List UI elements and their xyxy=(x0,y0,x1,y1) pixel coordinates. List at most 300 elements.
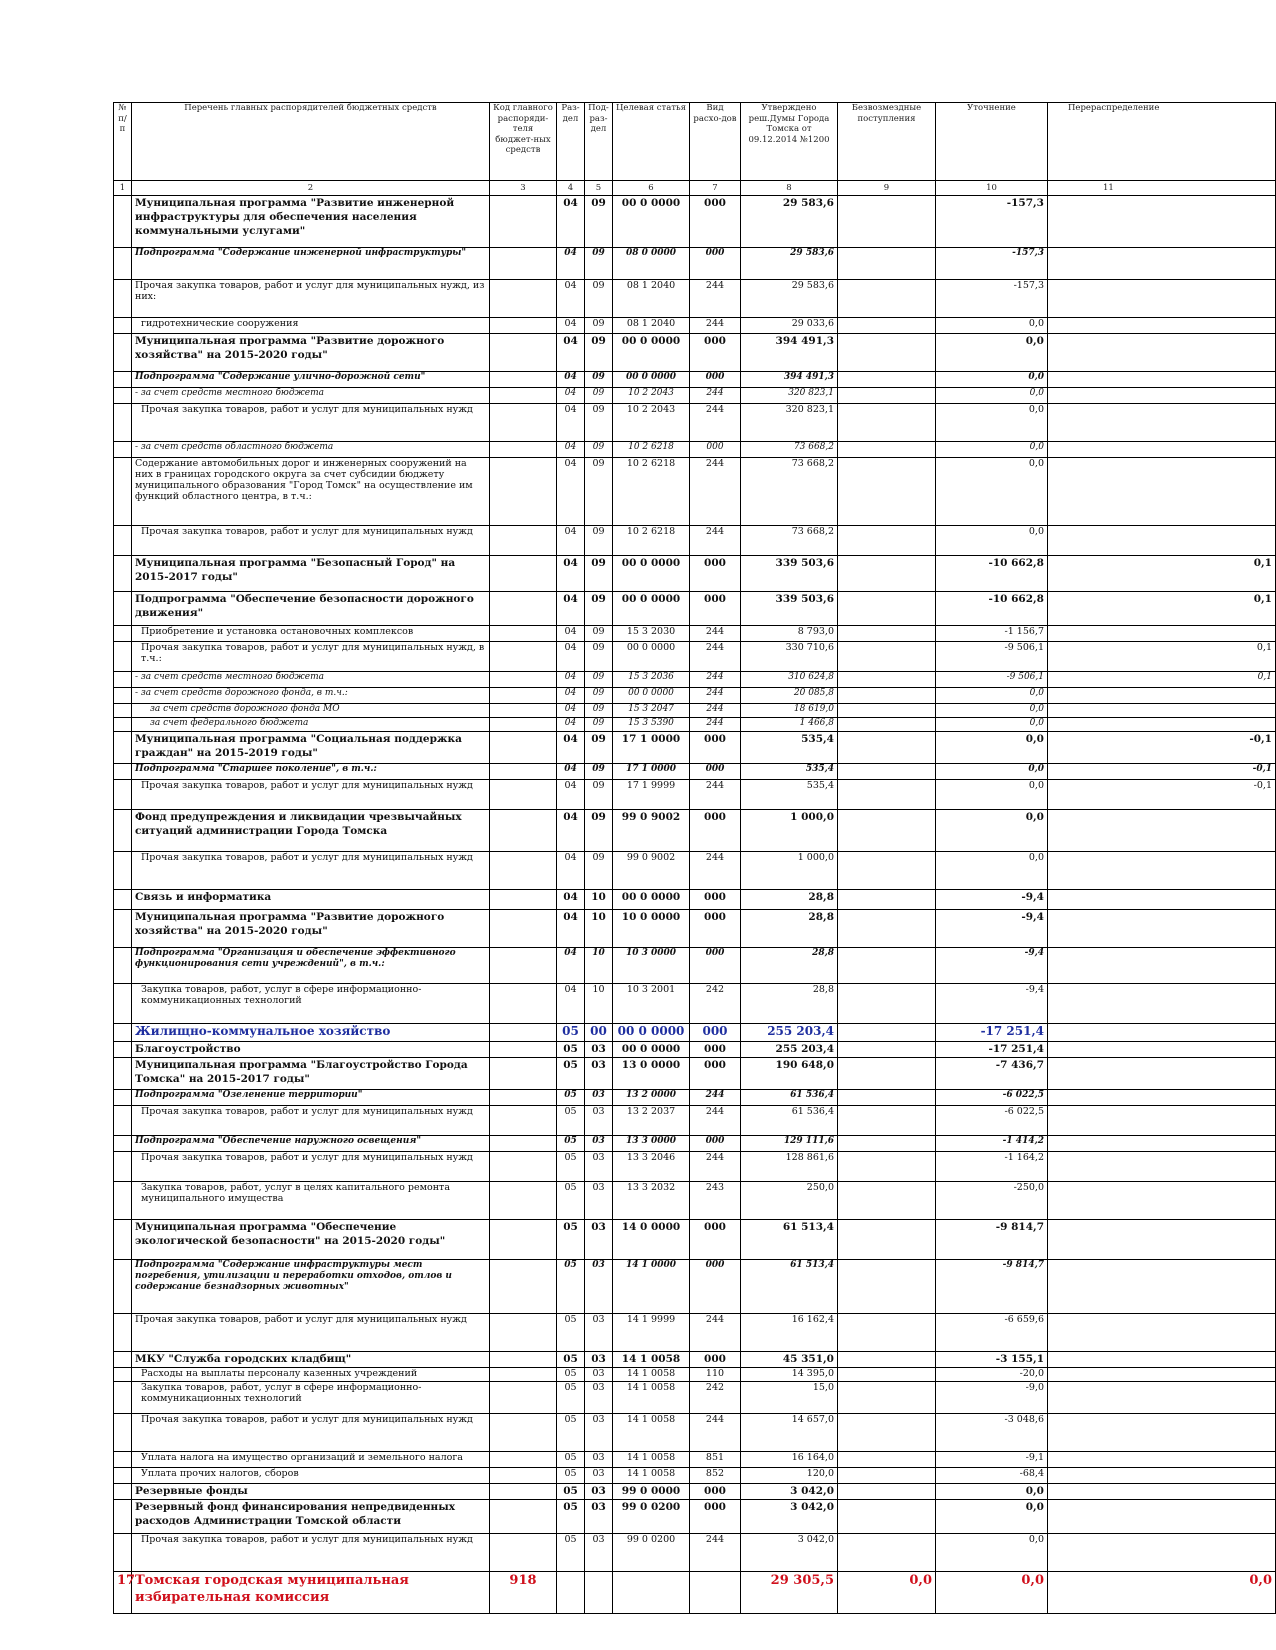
cell-name: Связь и информатика xyxy=(132,890,490,910)
cell-appr: 255 203,4 xyxy=(741,1024,838,1042)
header-cell: Утверждено реш.Думы Города Томска от 09.12.2014 №1200 xyxy=(741,103,838,181)
cell-cs: 99 0 9002 xyxy=(613,810,690,852)
cell-podr: 03 xyxy=(585,1352,613,1368)
cell-name: МКУ "Служба городских кладбищ" xyxy=(132,1352,490,1368)
cell-bez xyxy=(838,1468,936,1484)
cell-perer: 0,0 xyxy=(1048,1572,1276,1614)
cell-razd: 04 xyxy=(557,556,585,592)
table-row xyxy=(114,1414,1276,1452)
cell-perer xyxy=(1048,626,1276,642)
table-row xyxy=(114,732,1276,764)
cell-perer xyxy=(1048,318,1276,334)
cell-razd: 04 xyxy=(557,334,585,372)
table-row xyxy=(114,1090,1276,1106)
cell-code xyxy=(490,458,557,526)
cell-name: Жилищно-коммунальное хозяйство xyxy=(132,1024,490,1042)
cell-perer xyxy=(1048,1382,1276,1414)
cell-vr: 000 xyxy=(690,764,741,780)
table-row xyxy=(114,1024,1276,1042)
table-row xyxy=(114,1136,1276,1152)
cell-razd: 05 xyxy=(557,1500,585,1534)
cell-utoch: -9 814,7 xyxy=(936,1260,1048,1314)
cell-n xyxy=(114,626,132,642)
header-cell: Под-раз-дел xyxy=(585,103,613,181)
header-cell: Целевая статья xyxy=(613,103,690,181)
cell-perer xyxy=(1048,442,1276,458)
cell-name: Прочая закупка товаров, работ и услуг для муниципальных нужд xyxy=(132,1314,490,1352)
cell-razd: 04 xyxy=(557,672,585,688)
cell-utoch: 0,0 xyxy=(936,1534,1048,1572)
cell-podr: 09 xyxy=(585,732,613,764)
table-row xyxy=(114,1452,1276,1468)
cell-bez xyxy=(838,388,936,404)
cell-podr: 09 xyxy=(585,372,613,388)
cell-code xyxy=(490,442,557,458)
cell-cs: 08 1 2040 xyxy=(613,280,690,318)
cell-cs: 13 3 2032 xyxy=(613,1182,690,1220)
cell-utoch: -6 659,6 xyxy=(936,1314,1048,1352)
cell-razd: 05 xyxy=(557,1352,585,1368)
cell-podr: 03 xyxy=(585,1090,613,1106)
cell-appr: 73 668,2 xyxy=(741,442,838,458)
cell-podr: 09 xyxy=(585,780,613,810)
cell-utoch: 0,0 xyxy=(936,458,1048,526)
cell-perer xyxy=(1048,404,1276,442)
cell-vr: 244 xyxy=(690,1314,741,1352)
cell-bez xyxy=(838,1534,936,1572)
cell-perer: 0,1 xyxy=(1048,592,1276,626)
cell-utoch: -3 048,6 xyxy=(936,1414,1048,1452)
cell-code xyxy=(490,780,557,810)
cell-n xyxy=(114,718,132,732)
cell-code xyxy=(490,642,557,672)
column-number: 4 xyxy=(557,181,585,196)
table-row xyxy=(114,404,1276,442)
table-header xyxy=(114,103,1276,196)
cell-podr: 09 xyxy=(585,526,613,556)
cell-podr: 10 xyxy=(585,910,613,948)
cell-name: - за счет средств местного бюджета xyxy=(132,672,490,688)
cell-n xyxy=(114,318,132,334)
cell-perer xyxy=(1048,910,1276,948)
cell-code xyxy=(490,704,557,718)
cell-code xyxy=(490,318,557,334)
cell-razd: 04 xyxy=(557,248,585,280)
cell-vr: 000 xyxy=(690,1484,741,1500)
cell-name: Томская городская муниципальная избирательная комиссия xyxy=(132,1572,490,1614)
cell-podr: 09 xyxy=(585,718,613,732)
cell-utoch: 0,0 xyxy=(936,526,1048,556)
cell-bez xyxy=(838,852,936,890)
cell-cs: 15 3 2030 xyxy=(613,626,690,642)
cell-bez xyxy=(838,1220,936,1260)
cell-n xyxy=(114,780,132,810)
cell-code xyxy=(490,1220,557,1260)
cell-perer xyxy=(1048,526,1276,556)
cell-vr: 244 xyxy=(690,780,741,810)
cell-appr: 394 491,3 xyxy=(741,334,838,372)
cell-podr: 00 xyxy=(585,1024,613,1042)
cell-appr: 14 657,0 xyxy=(741,1414,838,1452)
cell-cs: 15 3 2036 xyxy=(613,672,690,688)
cell-n xyxy=(114,1024,132,1042)
cell-utoch: -1 414,2 xyxy=(936,1136,1048,1152)
cell-n xyxy=(114,1136,132,1152)
cell-utoch: 0,0 xyxy=(936,334,1048,372)
cell-razd: 05 xyxy=(557,1368,585,1382)
cell-vr: 000 xyxy=(690,1260,741,1314)
cell-perer xyxy=(1048,852,1276,890)
cell-code xyxy=(490,526,557,556)
cell-podr: 09 xyxy=(585,704,613,718)
table-row xyxy=(114,592,1276,626)
cell-podr: 09 xyxy=(585,626,613,642)
cell-appr: 320 823,1 xyxy=(741,388,838,404)
cell-perer xyxy=(1048,1484,1276,1500)
cell-perer xyxy=(1048,1058,1276,1090)
cell-n xyxy=(114,890,132,910)
cell-n xyxy=(114,458,132,526)
cell-n xyxy=(114,248,132,280)
cell-n xyxy=(114,556,132,592)
cell-vr: 242 xyxy=(690,1382,741,1414)
cell-perer xyxy=(1048,1452,1276,1468)
cell-appr: 320 823,1 xyxy=(741,404,838,442)
cell-cs: 17 1 9999 xyxy=(613,780,690,810)
cell-razd: 05 xyxy=(557,1024,585,1042)
cell-cs: 15 3 2047 xyxy=(613,704,690,718)
cell-vr: 000 xyxy=(690,334,741,372)
cell-utoch: -7 436,7 xyxy=(936,1058,1048,1090)
cell-razd xyxy=(557,1572,585,1614)
cell-code xyxy=(490,196,557,248)
cell-cs: 08 1 2040 xyxy=(613,318,690,334)
cell-perer xyxy=(1048,890,1276,910)
cell-bez xyxy=(838,642,936,672)
cell-vr: 000 xyxy=(690,910,741,948)
cell-appr: 29 583,6 xyxy=(741,248,838,280)
table-row xyxy=(114,1058,1276,1090)
cell-utoch: 0,0 xyxy=(936,718,1048,732)
column-number: 7 xyxy=(690,181,741,196)
cell-bez xyxy=(838,372,936,388)
cell-podr: 03 xyxy=(585,1468,613,1484)
table-row xyxy=(114,1042,1276,1058)
cell-bez xyxy=(838,1152,936,1182)
cell-cs: 14 1 0058 xyxy=(613,1382,690,1414)
cell-utoch: -9 506,1 xyxy=(936,672,1048,688)
cell-razd: 05 xyxy=(557,1260,585,1314)
cell-code xyxy=(490,810,557,852)
cell-n xyxy=(114,388,132,404)
cell-vr: 244 xyxy=(690,388,741,404)
cell-perer: 0,1 xyxy=(1048,556,1276,592)
table-row xyxy=(114,780,1276,810)
cell-n: 17 xyxy=(114,1572,132,1614)
cell-podr: 03 xyxy=(585,1152,613,1182)
cell-vr: 244 xyxy=(690,280,741,318)
column-number: 3 xyxy=(490,181,557,196)
cell-vr: 244 xyxy=(690,704,741,718)
cell-razd: 04 xyxy=(557,372,585,388)
cell-appr: 3 042,0 xyxy=(741,1500,838,1534)
cell-n xyxy=(114,1382,132,1414)
cell-vr: 244 xyxy=(690,1106,741,1136)
cell-utoch: -3 155,1 xyxy=(936,1352,1048,1368)
cell-utoch: -9,4 xyxy=(936,890,1048,910)
cell-razd: 05 xyxy=(557,1534,585,1572)
cell-razd: 05 xyxy=(557,1106,585,1136)
cell-razd: 05 xyxy=(557,1220,585,1260)
table-row xyxy=(114,1484,1276,1500)
cell-appr: 14 395,0 xyxy=(741,1368,838,1382)
cell-razd: 04 xyxy=(557,732,585,764)
cell-code xyxy=(490,764,557,780)
cell-bez xyxy=(838,718,936,732)
cell-bez xyxy=(838,280,936,318)
cell-utoch: -6 022,5 xyxy=(936,1106,1048,1136)
header-cell: Код главного распоряди-теля бюджет-ных средств xyxy=(490,103,557,181)
table-row xyxy=(114,910,1276,948)
cell-code xyxy=(490,1152,557,1182)
table-row xyxy=(114,196,1276,248)
cell-bez xyxy=(838,910,936,948)
cell-name: Муниципальная программа "Развитие дорожного хозяйства" на 2015-2020 годы" xyxy=(132,910,490,948)
cell-perer xyxy=(1048,458,1276,526)
column-number: 5 xyxy=(585,181,613,196)
cell-code xyxy=(490,948,557,984)
cell-appr: 339 503,6 xyxy=(741,592,838,626)
cell-cs: 14 1 0058 xyxy=(613,1452,690,1468)
cell-utoch: -1 164,2 xyxy=(936,1152,1048,1182)
cell-cs: 00 0 0000 xyxy=(613,890,690,910)
cell-appr: 61 513,4 xyxy=(741,1260,838,1314)
table-row xyxy=(114,1260,1276,1314)
cell-name: Подпрограмма "Обеспечение наружного освещения" xyxy=(132,1136,490,1152)
cell-utoch: -10 662,8 xyxy=(936,556,1048,592)
cell-appr: 29 033,6 xyxy=(741,318,838,334)
table-row xyxy=(114,890,1276,910)
cell-bez xyxy=(838,334,936,372)
cell-cs: 00 0 0000 xyxy=(613,1042,690,1058)
cell-name: Прочая закупка товаров, работ и услуг для муниципальных нужд xyxy=(132,1534,490,1572)
cell-vr: 110 xyxy=(690,1368,741,1382)
cell-vr: 000 xyxy=(690,1352,741,1368)
cell-appr: 339 503,6 xyxy=(741,556,838,592)
cell-cs: 10 2 6218 xyxy=(613,526,690,556)
header-cell: Перераспределение xyxy=(1048,103,1276,181)
cell-appr: 535,4 xyxy=(741,780,838,810)
cell-bez xyxy=(838,1484,936,1500)
cell-perer xyxy=(1048,334,1276,372)
cell-cs: 13 3 2046 xyxy=(613,1152,690,1182)
cell-name: Закупка товаров, работ, услуг в сфере информационно-коммуникационных технологий xyxy=(132,984,490,1024)
cell-perer xyxy=(1048,1534,1276,1572)
cell-vr: 244 xyxy=(690,1414,741,1452)
cell-bez xyxy=(838,1500,936,1534)
cell-podr: 10 xyxy=(585,984,613,1024)
cell-razd: 04 xyxy=(557,704,585,718)
cell-cs: 10 0 0000 xyxy=(613,910,690,948)
cell-razd: 04 xyxy=(557,984,585,1024)
cell-vr: 000 xyxy=(690,1042,741,1058)
cell-perer: 0,1 xyxy=(1048,642,1276,672)
table-row xyxy=(114,984,1276,1024)
cell-code xyxy=(490,388,557,404)
cell-podr: 09 xyxy=(585,404,613,442)
cell-appr: 61 513,4 xyxy=(741,1220,838,1260)
column-number: 6 xyxy=(613,181,690,196)
cell-bez xyxy=(838,1042,936,1058)
cell-name: - за счет средств дорожного фонда, в т.ч.: xyxy=(132,688,490,704)
table-row xyxy=(114,1352,1276,1368)
cell-n xyxy=(114,688,132,704)
cell-name: Подпрограмма "Озеленение территории" xyxy=(132,1090,490,1106)
cell-bez xyxy=(838,1058,936,1090)
header-cell: Раз-дел xyxy=(557,103,585,181)
cell-podr: 09 xyxy=(585,688,613,704)
cell-bez xyxy=(838,1106,936,1136)
cell-bez xyxy=(838,592,936,626)
cell-n xyxy=(114,852,132,890)
cell-vr: 000 xyxy=(690,1058,741,1090)
cell-n xyxy=(114,1260,132,1314)
cell-razd: 04 xyxy=(557,948,585,984)
cell-name: Подпрограмма "Обеспечение безопасности дорожного движения" xyxy=(132,592,490,626)
cell-perer xyxy=(1048,1414,1276,1452)
table-row xyxy=(114,1534,1276,1572)
cell-cs: 00 0 0000 xyxy=(613,1024,690,1042)
cell-cs: 10 2 6218 xyxy=(613,442,690,458)
cell-vr: 243 xyxy=(690,1182,741,1220)
cell-razd: 05 xyxy=(557,1182,585,1220)
cell-razd: 05 xyxy=(557,1484,585,1500)
table-row xyxy=(114,1182,1276,1220)
cell-appr: 190 648,0 xyxy=(741,1058,838,1090)
cell-utoch: 0,0 xyxy=(936,318,1048,334)
cell-utoch: -9,4 xyxy=(936,910,1048,948)
cell-name: Расходы на выплаты персоналу казенных учреждений xyxy=(132,1368,490,1382)
cell-perer xyxy=(1048,704,1276,718)
cell-utoch: -9,1 xyxy=(936,1452,1048,1468)
cell-podr: 03 xyxy=(585,1314,613,1352)
cell-code xyxy=(490,1058,557,1090)
cell-utoch: -17 251,4 xyxy=(936,1042,1048,1058)
cell-cs: 00 0 0000 xyxy=(613,688,690,704)
cell-podr: 03 xyxy=(585,1058,613,1090)
cell-bez xyxy=(838,1382,936,1414)
cell-code xyxy=(490,1042,557,1058)
cell-appr: 29 305,5 xyxy=(741,1572,838,1614)
cell-podr: 09 xyxy=(585,458,613,526)
cell-razd: 04 xyxy=(557,404,585,442)
cell-vr: 244 xyxy=(690,458,741,526)
cell-podr: 09 xyxy=(585,672,613,688)
cell-bez xyxy=(838,810,936,852)
cell-appr: 3 042,0 xyxy=(741,1484,838,1500)
cell-bez xyxy=(838,732,936,764)
cell-utoch: 0,0 xyxy=(936,372,1048,388)
cell-vr: 000 xyxy=(690,732,741,764)
cell-razd: 04 xyxy=(557,388,585,404)
budget-table xyxy=(113,102,1276,1614)
cell-name: Прочая закупка товаров, работ и услуг для муниципальных нужд xyxy=(132,852,490,890)
cell-bez xyxy=(838,318,936,334)
table-row xyxy=(114,526,1276,556)
cell-n xyxy=(114,1058,132,1090)
table-row xyxy=(114,1106,1276,1136)
table-row xyxy=(114,626,1276,642)
cell-appr: 28,8 xyxy=(741,948,838,984)
cell-vr: 244 xyxy=(690,672,741,688)
cell-bez xyxy=(838,626,936,642)
table-row xyxy=(114,810,1276,852)
cell-podr xyxy=(585,1572,613,1614)
cell-podr: 03 xyxy=(585,1368,613,1382)
cell-appr: 28,8 xyxy=(741,910,838,948)
cell-razd: 04 xyxy=(557,890,585,910)
cell-razd: 04 xyxy=(557,780,585,810)
cell-vr: 244 xyxy=(690,526,741,556)
cell-vr: 244 xyxy=(690,1534,741,1572)
cell-cs: 10 2 2043 xyxy=(613,404,690,442)
cell-podr: 03 xyxy=(585,1534,613,1572)
cell-vr: 000 xyxy=(690,1136,741,1152)
cell-utoch: 0,0 xyxy=(936,388,1048,404)
cell-podr: 03 xyxy=(585,1042,613,1058)
cell-name: Содержание автомобильных дорог и инженерных сооружений на них в границах городского округа за счет субсидии бюджету муниципального образования "Город Томск" на осуществление им функций областного центра, в т.ч.: xyxy=(132,458,490,526)
table-row xyxy=(114,764,1276,780)
cell-razd: 05 xyxy=(557,1314,585,1352)
cell-code xyxy=(490,910,557,948)
cell-cs: 00 0 0000 xyxy=(613,642,690,672)
cell-cs: 15 3 5390 xyxy=(613,718,690,732)
cell-appr: 61 536,4 xyxy=(741,1090,838,1106)
cell-podr: 09 xyxy=(585,592,613,626)
cell-perer xyxy=(1048,984,1276,1024)
cell-utoch: 0,0 xyxy=(936,688,1048,704)
cell-appr: 310 624,8 xyxy=(741,672,838,688)
cell-name: Уплата прочих налогов, сборов xyxy=(132,1468,490,1484)
cell-n xyxy=(114,1414,132,1452)
cell-vr: 244 xyxy=(690,1090,741,1106)
table-row xyxy=(114,1314,1276,1352)
cell-code xyxy=(490,732,557,764)
cell-vr xyxy=(690,1572,741,1614)
cell-vr: 244 xyxy=(690,852,741,890)
cell-podr: 03 xyxy=(585,1220,613,1260)
cell-vr: 244 xyxy=(690,688,741,704)
cell-name: Благоустройство xyxy=(132,1042,490,1058)
cell-n xyxy=(114,442,132,458)
cell-bez xyxy=(838,1260,936,1314)
cell-name: Муниципальная программа "Обеспечение экологической безопасности" на 2015-2020 годы" xyxy=(132,1220,490,1260)
cell-bez xyxy=(838,704,936,718)
cell-code xyxy=(490,1314,557,1352)
column-number: 1 xyxy=(114,181,132,196)
cell-appr: 394 491,3 xyxy=(741,372,838,388)
cell-appr: 129 111,6 xyxy=(741,1136,838,1152)
cell-name: - за счет средств областного бюджета xyxy=(132,442,490,458)
cell-podr: 09 xyxy=(585,248,613,280)
cell-code xyxy=(490,1500,557,1534)
cell-perer xyxy=(1048,1152,1276,1182)
cell-cs: 99 0 9002 xyxy=(613,852,690,890)
table-row xyxy=(114,248,1276,280)
cell-utoch: -68,4 xyxy=(936,1468,1048,1484)
cell-name: Фонд предупреждения и ликвидации чрезвычайных ситуаций администрации Города Томска xyxy=(132,810,490,852)
cell-cs: 00 0 0000 xyxy=(613,372,690,388)
